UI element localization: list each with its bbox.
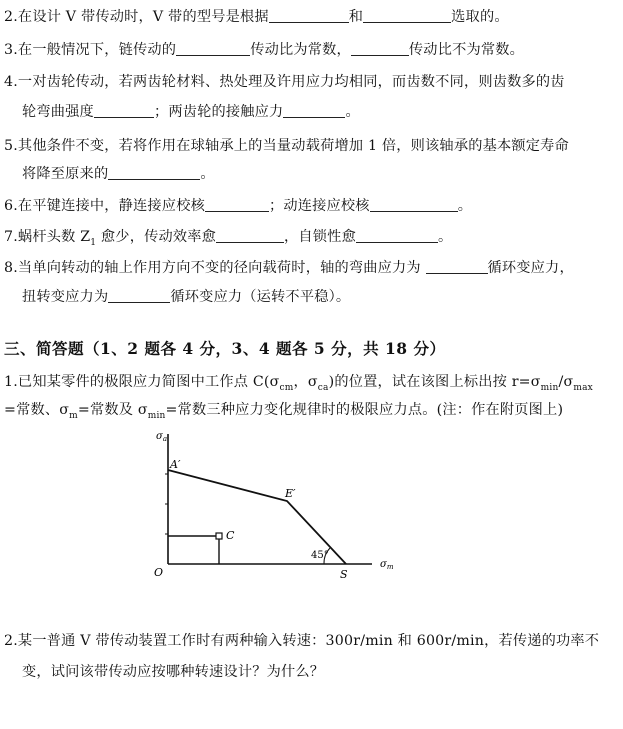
- q5-line2-prefix: 将降至原来的: [22, 166, 109, 182]
- q4-line2-mid: ；两齿轮的接触应力: [153, 104, 284, 120]
- answer-blank[interactable]: [94, 103, 154, 118]
- q7-mid1: 愈少，传动效率愈: [96, 229, 217, 245]
- q3-prefix: 3.在一般情况下，链传动的: [4, 42, 177, 58]
- q2-suffix: 选取的。: [451, 9, 509, 25]
- q6-mid: ；动连接应校核: [268, 198, 370, 214]
- q8-line1-suffix: 循环变应力，: [487, 260, 574, 276]
- sa1-sub-cm: cm: [279, 382, 294, 393]
- sigma-m-label: $\sigma_m$: [380, 559, 394, 571]
- question-5-bearing-line2: [22, 165, 215, 183]
- answer-blank[interactable]: [108, 165, 200, 180]
- short-answer-1-line2: [4, 401, 563, 425]
- q7-suffix: 。: [437, 229, 453, 245]
- sigma-a-label: $\sigma_a$: [156, 431, 168, 443]
- question-6-key: [4, 197, 472, 215]
- q3-suffix: 传动比不为常数。: [408, 42, 525, 58]
- answer-blank[interactable]: [426, 259, 488, 274]
- point-c-marker: [216, 533, 222, 539]
- q4-line2-prefix: 轮弯曲强度: [22, 104, 94, 120]
- sa1-text-a: 1.已知某零件的极限应力简图中工作点 C(σ: [4, 374, 280, 390]
- q2-prefix: 2.在设计 V 带传动时，V 带的型号是根据: [4, 9, 269, 25]
- sa1-sub-ca: ca: [317, 382, 329, 393]
- q8-line2-prefix: 扭转变应力为: [22, 289, 109, 305]
- answer-blank[interactable]: [205, 197, 269, 212]
- q8-line2-suffix: 循环变应力（运转不平稳）。: [170, 289, 351, 305]
- q3-mid: 传动比为常数，: [250, 42, 351, 58]
- sa1-text-d: /σ: [558, 374, 574, 390]
- answer-blank[interactable]: [356, 228, 438, 243]
- q7-mid2: ，自锁性愈: [284, 229, 356, 245]
- answer-blank[interactable]: [108, 288, 170, 303]
- sa1-text-c: )的位置，试在该图上标出按 r=σ: [328, 374, 541, 390]
- q7-prefix: 7.蜗杆头数 Z: [4, 229, 91, 245]
- question-4-gear-line2: [22, 103, 360, 121]
- label-s: S: [340, 568, 348, 581]
- section-3-title: 三、简答题（1、2 题各 4 分，3、4 题各 5 分，共 18 分）: [4, 339, 446, 358]
- q6-suffix: 。: [457, 198, 473, 214]
- answer-blank[interactable]: [351, 41, 409, 56]
- label-e-prime: E′: [285, 487, 296, 500]
- sa1-sub-min2: min: [147, 410, 166, 421]
- label-c: C: [226, 529, 235, 542]
- label-a-prime: A′: [170, 458, 181, 471]
- q5-line2-suffix: 。: [200, 166, 215, 182]
- question-2-vbelt: [4, 8, 509, 26]
- q8-line1-prefix: 8.当单向转动的轴上作用方向不变的径向载荷时，轴的弯曲应力为: [4, 260, 426, 276]
- sa1-l2-text-c: =常数三种应力变化规律时的极限应力点。(注：作在附页图上): [165, 402, 564, 418]
- question-8-shaft-line1: [4, 259, 574, 277]
- short-answer-2-line1: 2.某一普通 V 带传动装置工作时有两种输入转速：300r/min 和 600r/min，若传递的功率不: [4, 633, 600, 649]
- answer-blank[interactable]: [176, 41, 250, 56]
- short-answer-2-line2: 变，试问该带传动应按哪种转速设计？为什么？: [22, 664, 325, 680]
- answer-blank[interactable]: [269, 8, 349, 23]
- q6-prefix: 6.在平键连接中，静连接应校核: [4, 198, 205, 214]
- question-4-gear-line1: 4.一对齿轮传动，若两齿轮材料、热处理及许用应力均相同，而齿数不同，则齿数多的齿: [4, 74, 565, 90]
- limit-stress-diagram: [140, 424, 430, 594]
- question-7-worm: [4, 228, 452, 252]
- sa1-text-b: ，σ: [293, 374, 318, 390]
- answer-blank[interactable]: [370, 197, 458, 212]
- sa1-sub-m: m: [69, 410, 78, 421]
- label-origin: O: [154, 566, 164, 579]
- question-5-bearing-line1: 5.其他条件不变，若将作用在球轴承上的当量动载荷增加 1 倍，则该轴承的基本额定寿命: [4, 138, 569, 154]
- angle-label: 45°: [311, 550, 329, 561]
- question-8-shaft-line2: [22, 288, 350, 306]
- short-answer-1-line1: [4, 373, 593, 397]
- q2-mid: 和: [348, 9, 364, 25]
- sa1-l2-text-b: =常数及 σ: [77, 402, 148, 418]
- q7-subscript: 1: [90, 237, 97, 248]
- limit-stress-diagram-svg: [140, 424, 430, 594]
- answer-blank[interactable]: [363, 8, 451, 23]
- sa1-l2-text-a: =常数、σ: [4, 402, 70, 418]
- question-3-chain: [4, 41, 524, 59]
- answer-blank[interactable]: [283, 103, 345, 118]
- sa1-sub-max: max: [573, 382, 593, 393]
- q4-line2-suffix: 。: [345, 104, 360, 120]
- answer-blank[interactable]: [216, 228, 284, 243]
- sa1-sub-min: min: [540, 382, 559, 393]
